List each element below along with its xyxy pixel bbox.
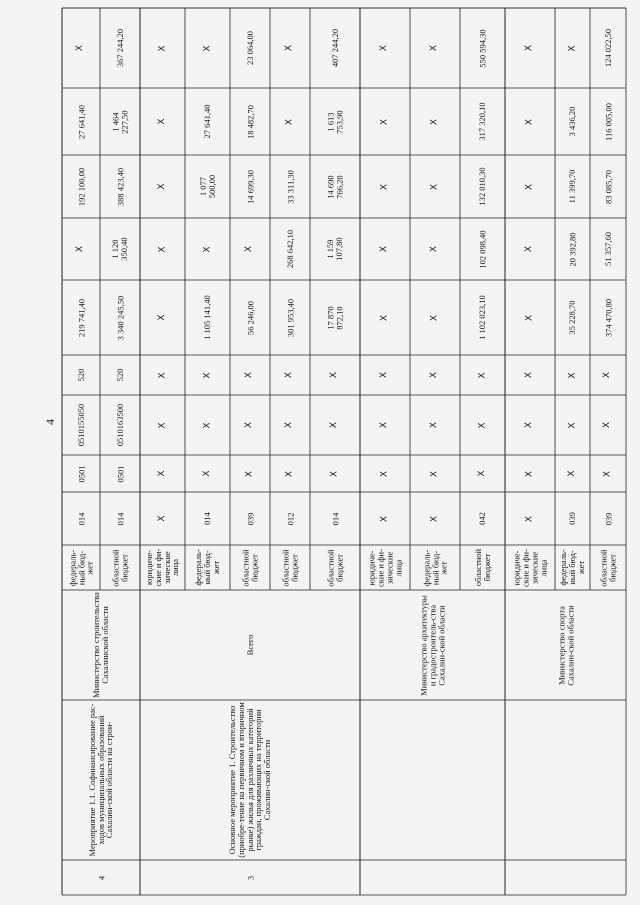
value-v5: 407 244,20 <box>329 28 340 68</box>
value-csr: X <box>201 421 212 429</box>
value-v3: 1 077 500,00 <box>197 174 217 199</box>
value-rzpr: 0501 <box>114 465 125 482</box>
value-v2: 51 357,60 <box>602 232 613 266</box>
funding-source: областной бюджет <box>598 548 617 587</box>
value-vr: X <box>566 371 577 379</box>
value-v4: 27 641,40 <box>202 104 213 139</box>
value-v2: X <box>156 245 167 253</box>
value-v5: X <box>75 44 86 52</box>
value-v2: 20 392,80 <box>567 232 578 266</box>
value-csr: X <box>156 421 167 429</box>
value-v4: 317 320,10 <box>477 102 488 141</box>
value-rzpr: X <box>244 470 255 477</box>
value-v3: X <box>379 183 390 190</box>
funding-source: областной бюджет <box>280 548 299 587</box>
value-v5: 367 244,20 <box>114 28 125 68</box>
value-csr: X <box>244 421 255 429</box>
value-v1: 301 953,40 <box>284 298 295 337</box>
value-grbs: X <box>429 515 440 522</box>
value-v1: 56 246,00 <box>244 300 255 335</box>
value-vr: X <box>379 371 390 379</box>
value-rzpr: X <box>156 470 167 477</box>
value-vr: 520 <box>75 368 86 382</box>
value-v2: 268 642,10 <box>284 229 295 269</box>
value-v3: 33 311,30 <box>284 169 295 204</box>
value-vr: X <box>201 371 212 379</box>
value-v2: 1 120 350,40 <box>110 237 129 261</box>
value-v4: 1 613 753,90 <box>325 109 344 134</box>
value-v3: 132 010,30 <box>477 167 488 206</box>
value-vr: X <box>524 371 535 379</box>
value-v4: 27 641,40 <box>75 104 86 139</box>
value-rzpr: X <box>284 470 295 477</box>
value-v1: 219 741,40 <box>75 298 86 337</box>
funding-source: федераль-ный бюд-жет <box>558 549 586 586</box>
value-vr: 520 <box>114 368 125 382</box>
value-vr: X <box>284 371 295 379</box>
value-csr: X <box>284 421 295 429</box>
value-grbs: 042 <box>477 512 488 525</box>
value-grbs: 039 <box>244 512 255 525</box>
measure-name: Основное мероприятие 1. Строительство (приобре-тение на первичном и вторичном рынке) жилья для различных категорий граждан, проживающих на территории Сахалин-ской области <box>226 702 273 858</box>
value-v1: X <box>379 314 390 321</box>
measure-name: Мероприятие 1.1. Софинансирование рас-ходов муниципальных образований Сахалин-ской области на строи- <box>86 703 115 857</box>
value-v2: X <box>244 245 255 253</box>
value-rzpr: X <box>329 470 340 477</box>
value-v5: 124 022,50 <box>602 28 613 68</box>
value-v3: X <box>524 183 535 190</box>
value-csr: X <box>602 421 613 429</box>
value-v4: 116 005,00 <box>602 102 613 141</box>
value-v5: X <box>284 44 295 52</box>
value-vr: X <box>156 371 167 379</box>
value-csr: X <box>476 421 487 429</box>
value-rzpr: X <box>379 470 390 477</box>
value-vr: X <box>602 371 613 379</box>
value-v3: 83 085,70 <box>602 169 613 204</box>
value-v1: X <box>156 314 167 321</box>
executor-name: Министерство строительства Сахалинской области <box>91 592 110 698</box>
value-v1: 3 340 245,50 <box>114 295 125 340</box>
value-v2: X <box>429 245 440 253</box>
value-v4: X <box>524 118 535 125</box>
page-number: 4 <box>42 419 57 425</box>
value-csr: 0510155050 <box>75 403 86 447</box>
value-grbs: 014 <box>202 512 213 525</box>
value-v5: X <box>379 44 390 52</box>
funding-source: областной бюджет <box>472 548 492 587</box>
funding-source: федераль-ный бюд-жет <box>420 549 449 586</box>
value-grbs: X <box>156 515 167 522</box>
value-v3: 192 100,00 <box>75 167 86 206</box>
value-rzpr: X <box>566 470 577 477</box>
funding-source: федераль-ный бюд-жет <box>193 549 221 586</box>
value-rzpr: X <box>201 470 212 477</box>
value-grbs: 012 <box>284 512 295 525</box>
value-grbs: 039 <box>567 512 578 525</box>
value-v4: 18 482,70 <box>244 104 255 139</box>
value-csr: 0510163500 <box>114 403 125 447</box>
value-rzpr: X <box>476 470 487 477</box>
value-csr: X <box>379 421 390 429</box>
value-v1: 1 105 141,40 <box>202 295 213 340</box>
funding-source: юридиче-ские и фи-зические лица <box>511 548 548 587</box>
value-v4: 3 436,20 <box>567 106 578 137</box>
value-vr: X <box>429 371 440 379</box>
funding-source: областной бюджет <box>240 548 259 587</box>
value-v3: 14 690 766,20 <box>325 174 344 199</box>
executor-name: Министерство спорта Сахалин-ской области <box>555 604 575 686</box>
executor-name: Министерство архитектуры и градостроитель-ства Сахалин-ской области <box>418 594 446 696</box>
value-v1: X <box>524 314 535 321</box>
value-grbs: 014 <box>329 512 340 525</box>
value-v5: 23 064,00 <box>244 31 255 65</box>
funding-source: юридиче-ские и фи-зические лица <box>366 548 403 587</box>
value-grbs: X <box>379 515 390 522</box>
value-v2: X <box>379 245 390 253</box>
value-v2: 102 098,40 <box>477 229 488 269</box>
value-v2: X <box>201 245 212 253</box>
value-grbs: X <box>524 515 535 522</box>
value-v3: 11 399,70 <box>567 169 578 204</box>
value-v2: X <box>75 245 86 253</box>
value-grbs: 014 <box>75 512 86 525</box>
value-v5: X <box>566 44 577 52</box>
value-grbs: 014 <box>114 512 125 525</box>
value-v1: 1 102 023,10 <box>477 295 488 340</box>
funding-source: областной бюджет <box>325 548 344 587</box>
funding-source: областной бюджет <box>110 548 129 587</box>
value-v4: X <box>156 118 167 125</box>
value-csr: X <box>329 421 340 429</box>
value-v1: 17 870 872,10 <box>325 305 344 330</box>
row-number: 3 <box>244 875 255 880</box>
value-v1: 374 470,80 <box>602 298 613 337</box>
value-rzpr: 0501 <box>75 465 86 482</box>
value-v2: 1 159 107,80 <box>325 237 344 261</box>
value-v3: 14 699,30 <box>244 169 255 204</box>
funding-source: федераль-ный бюд-жет <box>66 549 95 586</box>
value-v5: X <box>524 44 535 52</box>
value-v1: 35 228,70 <box>567 300 578 335</box>
executor-name: Всего <box>244 634 255 656</box>
value-vr: X <box>329 371 340 379</box>
value-v5: X <box>201 44 212 52</box>
value-v3: 388 423,40 <box>114 167 125 206</box>
row-number: 4 <box>95 875 106 880</box>
value-rzpr: X <box>602 470 613 477</box>
value-v4: X <box>284 118 295 125</box>
value-rzpr: X <box>524 470 535 477</box>
value-rzpr: X <box>429 470 440 477</box>
value-v3: X <box>156 183 167 190</box>
value-v3: X <box>429 183 440 190</box>
value-vr: X <box>476 371 487 379</box>
value-v1: X <box>429 314 440 321</box>
value-v4: X <box>429 118 440 125</box>
value-csr: X <box>566 421 577 429</box>
value-v4: X <box>379 118 390 125</box>
funding-source: юридиче-ские и фи-зические лица <box>143 548 181 587</box>
value-csr: X <box>429 421 440 429</box>
value-v5: 550 594,30 <box>477 28 488 68</box>
value-v5: X <box>156 44 167 52</box>
value-vr: X <box>244 371 255 379</box>
value-csr: X <box>524 421 535 429</box>
value-v4: 1 464 227,50 <box>110 109 129 134</box>
value-v5: X <box>429 44 440 52</box>
value-grbs: 039 <box>602 512 613 525</box>
value-v2: X <box>524 245 535 253</box>
